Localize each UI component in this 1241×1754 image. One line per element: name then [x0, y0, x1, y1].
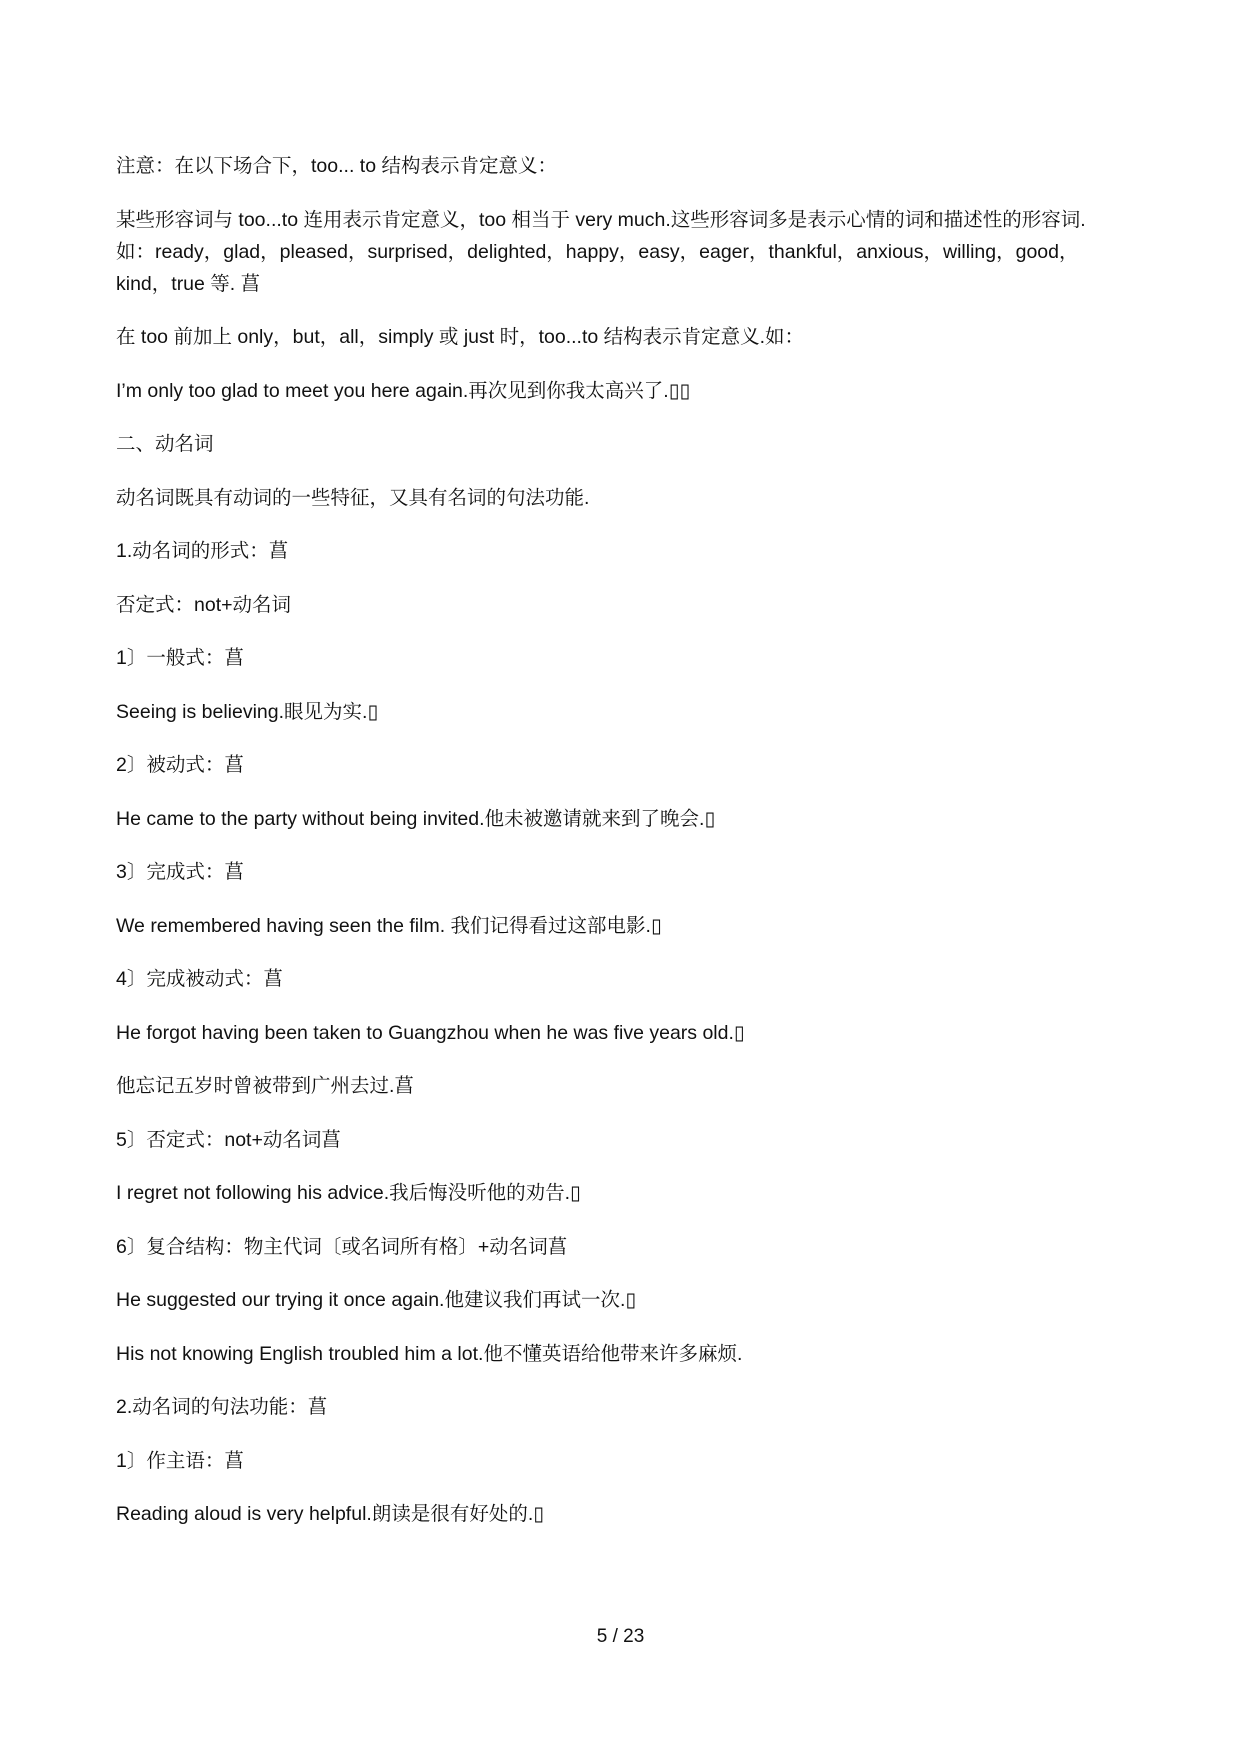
example-sentence: His not knowing English troubled him a lot.他不懂英语给他带来许多麻烦.	[116, 1342, 743, 1365]
list-item-passive: 2〕被动式：菖	[116, 754, 244, 776]
example-sentence: We remembered having seen the film. 我们记得看过这部电影.▯	[116, 914, 662, 937]
section-heading-gerund: 二、动名词	[116, 433, 214, 455]
example-sentence: He forgot having been taken to Guangzhou when he was five years old.▯	[116, 1021, 745, 1044]
gerund-definition: 动名词既具有动词的一些特征，又具有名词的句法功能.	[116, 486, 590, 509]
example-sentence: Seeing is believing.眼见为实.▯	[116, 700, 379, 723]
document-body	[116, 150, 1126, 1552]
note-heading: 注意：在以下场合下，too... to 结构表示肯定意义：	[116, 155, 557, 177]
paragraph-adjectives-list: 某些形容词与 too...to 连用表示肯定意义，too 相当于 very much.这些形容词多是表示心情的词和描述性的形容词. 如：ready，glad，pleased，surprised，delighted，happy，easy，eager，thankful，anxious，willing，good，kind，true 等. 菖	[116, 208, 1086, 295]
example-sentence: Reading aloud is very helpful.朗读是很有好处的.▯	[116, 1503, 544, 1525]
paragraph-too-only: 在 too 前加上 only，but，all，simply 或 just 时，too...to 结构表示肯定意义.如：	[116, 326, 805, 348]
list-item-subject: 1〕作主语：菖	[116, 1449, 244, 1472]
example-sentence: He came to the party without being invited.他未被邀请就来到了晚会.▯	[116, 807, 716, 830]
list-item-perfect: 3〕完成式：菖	[116, 861, 244, 883]
negative-form-note: 否定式：not+动名词	[116, 593, 291, 616]
example-translation: 他忘记五岁时曾被带到广州去过.菖	[116, 1075, 414, 1097]
subheading-functions: 2.动名词的句法功能：菖	[116, 1396, 328, 1418]
example-sentence: He suggested our trying it once again.他建议我们再试一次.▯	[116, 1289, 637, 1311]
page-number: 5 / 23	[596, 1626, 645, 1647]
example-sentence: I regret not following his advice.我后悔没听他的劝告.▯	[116, 1182, 581, 1204]
list-item-perfect-passive: 4〕完成被动式：菖	[116, 968, 283, 990]
list-item-compound: 6〕复合结构：物主代词〔或名词所有格〕+动名词菖	[116, 1235, 568, 1258]
subheading-forms: 1.动名词的形式：菖	[116, 540, 289, 562]
example-sentence: I’m only too glad to meet you here again.再次见到你我太高兴了.▯▯	[116, 379, 691, 402]
list-item-negative: 5〕否定式：not+动名词菖	[116, 1128, 341, 1151]
list-item-general: 1〕一般式：菖	[116, 647, 244, 669]
